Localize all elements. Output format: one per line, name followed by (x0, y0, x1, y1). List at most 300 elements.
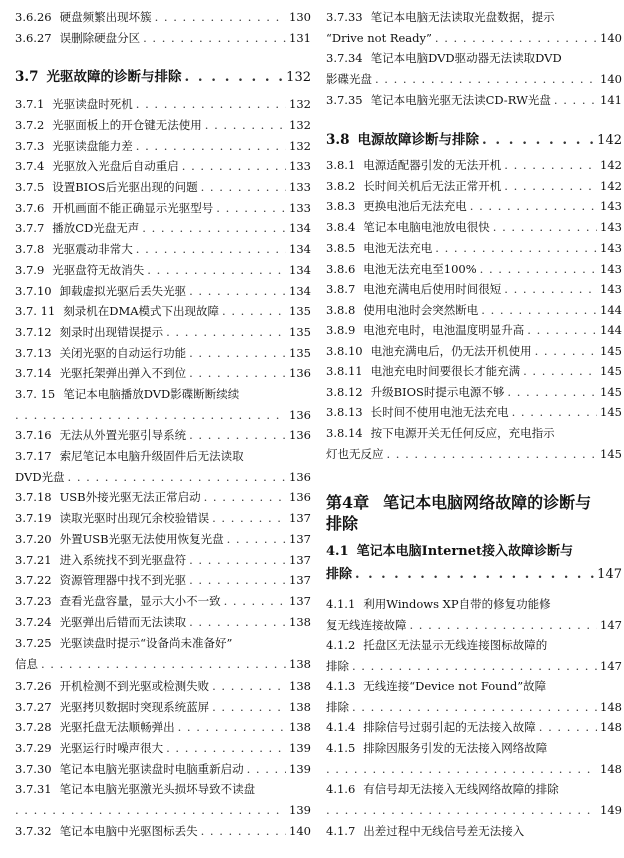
entry-page: 138 (289, 657, 311, 671)
entry-number: 3.7.31 (15, 782, 52, 796)
chapter-number: 第4章 (326, 493, 370, 512)
entry-title: 光驱读盘能力差 (52, 139, 133, 153)
entry-title: 光驱拷贝数据时突现系统蓝屏 (59, 700, 210, 714)
dot-leader (212, 700, 286, 714)
toc-entry[interactable] (15, 221, 311, 235)
entry-page: 135 (289, 304, 311, 318)
entry-number: 3.7.3 (15, 139, 45, 153)
toc-entry[interactable] (15, 284, 311, 298)
toc-entry[interactable] (326, 344, 622, 358)
dot-leader (189, 615, 286, 629)
entry-title: 托盘区无法显示无线连接图标故障的 (363, 638, 548, 652)
entry-title: 电源故障诊断与排除 (357, 132, 479, 148)
entry-number: 3.7.35 (326, 93, 363, 107)
dot-leader (166, 325, 286, 339)
entry-title: 光驱托盘无法顺畅弹出 (59, 720, 175, 734)
entry-page: 136 (289, 366, 311, 380)
entry-page: 131 (289, 31, 311, 45)
entry-title-continued: 信息 (15, 657, 38, 671)
entry-number: 3.7.2 (15, 118, 45, 132)
entry-title-continued: DVD光盘 (15, 470, 65, 484)
entry-title: 更换电池后无法充电 (363, 199, 467, 213)
toc-entry[interactable] (326, 51, 622, 86)
toc-entry[interactable] (326, 10, 622, 45)
toc-entry[interactable] (15, 366, 311, 380)
entry-page: 135 (289, 346, 311, 360)
entry-page: 142 (597, 133, 622, 148)
dot-leader (212, 679, 286, 693)
dot-leader (352, 700, 597, 714)
entry-page: 134 (289, 221, 311, 235)
entry-title: 开机画面不能正确显示光驱型号 (52, 201, 214, 215)
toc-entry[interactable] (15, 118, 311, 132)
entry-page: 137 (289, 553, 311, 567)
toc-entry[interactable] (326, 679, 622, 714)
entry-title: 笔记本电脑光驱激光头损坏导致不读盘 (59, 782, 256, 796)
dot-leader (224, 594, 286, 608)
entry-page: 145 (600, 405, 622, 419)
dot-leader (326, 762, 597, 776)
entry-number: 3.7. 11 (15, 304, 56, 318)
entry-number: 4.1.1 (326, 597, 356, 611)
entry-number: 4.1.6 (326, 782, 356, 796)
toc-entry[interactable] (15, 201, 311, 215)
toc-entry[interactable] (326, 782, 622, 817)
dot-leader (189, 284, 286, 298)
dot-leader (212, 511, 286, 525)
entry-title: 出差过程中无线信号差无法接入 (363, 824, 525, 838)
entry-page: 140 (600, 31, 622, 45)
entry-title-continued: 灯也无反应 (326, 447, 384, 461)
toc-section-heading[interactable] (326, 133, 622, 148)
entry-page: 141 (600, 93, 622, 107)
entry-number: 4.1.4 (326, 720, 356, 734)
dot-leader (504, 158, 597, 172)
toc-entry[interactable] (326, 199, 622, 213)
dot-leader (41, 657, 286, 671)
toc-entry[interactable] (15, 159, 311, 173)
entry-number: 3.8.7 (326, 282, 356, 296)
dot-leader (15, 408, 286, 422)
dot-leader (539, 720, 597, 734)
entry-page: 145 (600, 385, 622, 399)
entry-title: 进入系统找不到光驱盘符 (59, 553, 187, 567)
entry-title: 笔记本电脑播放DVD影碟断断续续 (63, 387, 240, 401)
chapter-heading[interactable] (326, 492, 622, 534)
toc-entry[interactable] (15, 242, 311, 256)
entry-page: 147 (597, 567, 622, 582)
toc-entry[interactable] (15, 741, 311, 755)
dot-leader (185, 70, 284, 84)
entry-page: 138 (289, 679, 311, 693)
dot-leader (68, 470, 287, 484)
dot-leader (201, 180, 286, 194)
dot-leader (554, 93, 597, 107)
toc-entry[interactable] (15, 180, 311, 194)
dot-leader (535, 344, 597, 358)
entry-number: 3.7.16 (15, 428, 52, 442)
entry-number: 3.7.34 (326, 51, 363, 65)
dot-leader (493, 220, 597, 234)
dot-leader (142, 221, 286, 235)
entry-number: 3.7.5 (15, 180, 45, 194)
toc-entry[interactable] (15, 532, 311, 546)
dot-leader (247, 762, 286, 776)
entry-number: 3.7.25 (15, 636, 52, 650)
entry-title: 设置BIOS后光驱出现的问题 (52, 180, 198, 194)
entry-number: 3.8 (326, 132, 350, 148)
toc-entry[interactable] (15, 511, 311, 525)
entry-number: 3.7.17 (15, 449, 52, 463)
toc-entry[interactable] (15, 594, 311, 608)
entry-title: 读取光驱时出现冗余校验错误 (59, 511, 210, 525)
entry-title: 刻录机在DMA模式下出现故障 (63, 304, 220, 318)
entry-title: 误删除硬盘分区 (59, 31, 141, 45)
entry-title: 播放CD光盘无声 (52, 221, 140, 235)
dot-leader (189, 553, 286, 567)
toc-section-heading[interactable] (326, 545, 622, 582)
entry-page: 134 (289, 263, 311, 277)
toc-section-heading[interactable] (15, 70, 311, 85)
dot-leader (204, 490, 286, 504)
toc-entry[interactable] (326, 220, 622, 234)
dot-leader (201, 824, 286, 838)
entry-number: 3.8.13 (326, 405, 363, 419)
entry-number: 3.8.4 (326, 220, 356, 234)
entry-number: 3.7.9 (15, 263, 45, 277)
toc-entry[interactable] (15, 553, 311, 567)
entry-number: 3.7. 15 (15, 387, 56, 401)
entry-number: 3.7.30 (15, 762, 52, 776)
dot-leader (470, 199, 597, 213)
entry-number: 3.7.20 (15, 532, 52, 546)
dot-leader (227, 532, 286, 546)
dot-leader (222, 304, 286, 318)
entry-page: 137 (289, 594, 311, 608)
dot-leader (136, 242, 286, 256)
entry-title: 光驱故障的诊断与排除 (46, 69, 182, 85)
entry-title: 电池无法充电 (363, 241, 433, 255)
toc-entry[interactable] (15, 428, 311, 442)
entry-number: 3.7.1 (15, 97, 45, 111)
entry-number: 3.7.10 (15, 284, 52, 298)
entry-title: 笔记本电脑中光驱图标丢失 (59, 824, 198, 838)
entry-page: 139 (289, 762, 311, 776)
entry-title: 光驱读盘时提示“设备尚未准备好” (59, 636, 233, 650)
entry-page: 145 (600, 364, 622, 378)
entry-number: 4.1 (326, 544, 349, 559)
toc-entry[interactable] (15, 97, 311, 111)
dot-leader (178, 720, 286, 734)
entry-page: 132 (289, 139, 311, 153)
entry-page: 139 (289, 741, 311, 755)
entry-number: 3.8.12 (326, 385, 363, 399)
dot-leader (435, 241, 597, 255)
entry-title: 光驱运行时噪声很大 (59, 741, 164, 755)
entry-page: 148 (600, 762, 622, 776)
entry-page: 138 (289, 720, 311, 734)
entry-number: 4.1.5 (326, 741, 356, 755)
dot-leader (189, 366, 286, 380)
entry-number: 3.8.10 (326, 344, 363, 358)
entry-number: 3.7.24 (15, 615, 52, 629)
dot-leader (504, 282, 597, 296)
dot-leader (504, 179, 597, 193)
entry-title-continued: 复无线连接故障 (326, 618, 407, 632)
entry-title: 升级BIOS时提示电源不够 (370, 385, 505, 399)
entry-number: 3.8.11 (326, 364, 363, 378)
entry-number: 3.7.23 (15, 594, 52, 608)
entry-number: 3.7.18 (15, 490, 52, 504)
toc-entry[interactable] (15, 387, 311, 422)
entry-title: 按下电源开关无任何反应，充电指示 (370, 426, 555, 440)
entry-page: 137 (289, 573, 311, 587)
entry-number: 3.8.6 (326, 262, 356, 276)
toc-entry[interactable] (15, 720, 311, 734)
toc-entry[interactable] (326, 597, 622, 632)
entry-title: 笔记本电脑光驱无法读CD-RW光盘 (370, 93, 551, 107)
dot-leader (189, 346, 286, 360)
entry-page: 137 (289, 532, 311, 546)
dot-leader (410, 618, 598, 632)
toc-entry[interactable] (15, 325, 311, 339)
entry-page: 143 (600, 282, 622, 296)
dot-leader (482, 133, 594, 147)
toc-entry[interactable] (326, 323, 622, 337)
toc-entry[interactable] (15, 346, 311, 360)
dot-leader (205, 118, 286, 132)
entry-page: 143 (600, 220, 622, 234)
toc-entry[interactable] (326, 241, 622, 255)
toc-entry[interactable] (15, 449, 311, 484)
entry-title: 电源适配器引发的无法开机 (363, 158, 502, 172)
entry-page: 145 (600, 344, 622, 358)
toc-entry[interactable] (326, 364, 622, 378)
entry-title: 刻录时出现错误提示 (59, 325, 164, 339)
toc-entry[interactable] (326, 179, 622, 193)
toc-entry[interactable] (15, 679, 311, 693)
entry-page: 144 (600, 303, 622, 317)
dot-leader (216, 201, 286, 215)
entry-number: 3.7 (15, 69, 39, 85)
entry-page: 142 (600, 158, 622, 172)
entry-title: 笔记本电脑电池放电很快 (363, 220, 490, 234)
entry-number: 3.7.19 (15, 511, 52, 525)
dot-leader (182, 159, 286, 173)
entry-title: 开机检测不到光驱或检测失败 (59, 679, 210, 693)
toc-entry[interactable] (326, 720, 622, 734)
toc-entry[interactable] (15, 615, 311, 629)
entry-title: 笔记本电脑光驱读盘时电脑重新启动 (59, 762, 244, 776)
toc-entry[interactable] (15, 573, 311, 587)
entry-title: 排除因服务引发的无法接入网络故障 (363, 741, 548, 755)
entry-title: 查看光盘容量，显示大小不一致 (59, 594, 221, 608)
entry-page: 136 (289, 428, 311, 442)
entry-number: 3.7.33 (326, 10, 363, 24)
entry-number: 3.7.7 (15, 221, 45, 235)
entry-title: 硬盘频繁出现坏簇 (59, 10, 152, 24)
toc-entry[interactable] (15, 490, 311, 504)
dot-leader (326, 803, 597, 817)
dot-leader (189, 428, 286, 442)
entry-title: 光驱震动非常大 (52, 242, 133, 256)
entry-title: 笔记本电脑无法读取光盘数据，提示 (370, 10, 555, 24)
entry-page: 132 (289, 97, 311, 111)
entry-title: 使用电池时会突然断电 (363, 303, 479, 317)
entry-number: 3.7.12 (15, 325, 52, 339)
dot-leader (387, 447, 598, 461)
entry-title-continued: 排除 (326, 567, 353, 582)
toc-entry[interactable] (15, 304, 311, 318)
toc-entry[interactable] (15, 824, 311, 838)
toc-entry[interactable] (15, 762, 311, 776)
toc-entry[interactable] (326, 385, 622, 399)
entry-title: 光驱托架弹出弹入不到位 (59, 366, 187, 380)
entry-page: 140 (289, 824, 311, 838)
entry-number: 3.7.29 (15, 741, 52, 755)
entry-page: 133 (289, 159, 311, 173)
entry-number: 3.7.27 (15, 700, 52, 714)
chapter-title-continued: 排除 (326, 514, 359, 533)
entry-page: 132 (289, 118, 311, 132)
toc-entry[interactable] (326, 405, 622, 419)
dot-leader (523, 364, 597, 378)
dot-leader (166, 741, 286, 755)
entry-title: 外置USB光驱无法使用恢复光盘 (59, 532, 224, 546)
entry-number: 3.7.8 (15, 242, 45, 256)
entry-title: 电池充满电后使用时间很短 (363, 282, 502, 296)
entry-title: 光驱面板上的开仓键无法使用 (52, 118, 202, 132)
entry-title: 排除信号过弱引起的无法接入故障 (363, 720, 536, 734)
entry-title: 利用Windows XP自带的修复功能修 (363, 597, 551, 611)
dot-leader (136, 139, 286, 153)
entry-page: 147 (600, 618, 622, 632)
toc-entry[interactable] (15, 139, 311, 153)
toc-entry[interactable] (326, 824, 622, 838)
toc-entry[interactable] (326, 282, 622, 296)
entry-page: 134 (289, 242, 311, 256)
dot-leader (136, 97, 286, 111)
entry-page: 143 (600, 199, 622, 213)
entry-page: 136 (289, 408, 311, 422)
entry-page: 133 (289, 180, 311, 194)
entry-page: 132 (286, 70, 311, 85)
entry-title: USB外接光驱无法正常启动 (59, 490, 201, 504)
entry-page: 144 (600, 323, 622, 337)
toc-entry[interactable] (326, 426, 622, 461)
entry-number: 3.8.14 (326, 426, 363, 440)
entry-number: 3.8.8 (326, 303, 356, 317)
dot-leader (435, 31, 597, 45)
dot-leader (155, 10, 286, 24)
toc-entry[interactable] (326, 262, 622, 276)
entry-page: 143 (600, 262, 622, 276)
chapter-title: 笔记本电脑网络故障的诊断与 (383, 493, 592, 512)
entry-page: 143 (600, 241, 622, 255)
entry-number: 3.6.26 (15, 10, 52, 24)
entry-title: 卸载虚拟光驱后丢失光驱 (59, 284, 187, 298)
dot-leader (375, 72, 597, 86)
entry-page: 138 (289, 700, 311, 714)
entry-number: 3.7.13 (15, 346, 52, 360)
toc-entry[interactable] (326, 638, 622, 673)
entry-title: 长时间不使用电池无法充电 (370, 405, 509, 419)
entry-title-continued: 排除 (326, 659, 349, 673)
entry-title: 光驱读盘时死机 (52, 97, 133, 111)
entry-page: 145 (600, 447, 622, 461)
dot-leader (507, 385, 597, 399)
entry-title: 资源管理器中找不到光驱 (59, 573, 187, 587)
entry-number: 4.1.7 (326, 824, 356, 838)
entry-title: 笔记本电脑DVD驱动器无法读取DVD (370, 51, 562, 65)
entry-number: 3.7.22 (15, 573, 52, 587)
entry-title: 光驱放入光盘后自动重启 (52, 159, 179, 173)
dot-leader (527, 323, 597, 337)
entry-title: 电池充电时间要很长才能充满 (370, 364, 521, 378)
entry-page: 149 (600, 803, 622, 817)
entry-title: 无线连接“Device not Found”故障 (363, 679, 547, 693)
entry-page: 142 (600, 179, 622, 193)
dot-leader (480, 262, 597, 276)
dot-leader (143, 31, 286, 45)
entry-title: 电池充满电后，仍无法开机使用 (370, 344, 532, 358)
dot-leader (15, 803, 286, 817)
entry-title: 长时间关机后无法正常开机 (363, 179, 502, 193)
entry-title-continued: “Drive not Ready” (326, 31, 432, 45)
entry-title: 无法从外置光驱引导系统 (59, 428, 187, 442)
entry-title: 电池充电时，电池温度明显升高 (363, 323, 525, 337)
entry-page: 140 (600, 72, 622, 86)
entry-title-continued: 影碟光盘 (326, 72, 372, 86)
entry-title: 索尼笔记本电脑升级固件后无法读取 (59, 449, 244, 463)
entry-page: 135 (289, 325, 311, 339)
entry-number: 3.7.26 (15, 679, 52, 693)
toc-entry[interactable] (15, 263, 311, 277)
entry-page: 138 (289, 615, 311, 629)
dot-leader (355, 568, 594, 582)
toc-entry[interactable] (15, 636, 311, 671)
dot-leader (189, 573, 286, 587)
entry-page: 147 (600, 659, 622, 673)
entry-page: 148 (600, 700, 622, 714)
entry-title: 电池无法充电至100% (363, 262, 477, 276)
entry-number: 4.1.3 (326, 679, 356, 693)
entry-page: 148 (600, 720, 622, 734)
entry-page: 136 (289, 490, 311, 504)
toc-entry[interactable] (326, 303, 622, 317)
toc-entry[interactable] (15, 10, 311, 24)
dot-leader (481, 303, 597, 317)
toc-entry[interactable] (326, 158, 622, 172)
dot-leader (512, 405, 597, 419)
toc-entry[interactable] (15, 700, 311, 714)
toc-entry[interactable] (326, 741, 622, 776)
toc-entry[interactable] (15, 782, 311, 817)
entry-number: 4.1.2 (326, 638, 356, 652)
entry-page: 130 (289, 10, 311, 24)
entry-number: 3.7.32 (15, 824, 52, 838)
entry-number: 3.8.5 (326, 241, 356, 255)
entry-number: 3.7.21 (15, 553, 52, 567)
entry-title: 光驱盘符无故消失 (52, 263, 145, 277)
dot-leader (147, 263, 286, 277)
entry-title: 笔记本电脑Internet接入故障诊断与 (356, 544, 574, 559)
entry-page: 137 (289, 511, 311, 525)
entry-title: 光驱弹出后错而无法读取 (59, 615, 187, 629)
entry-number: 3.8.9 (326, 323, 356, 337)
toc-entry[interactable] (15, 31, 311, 45)
toc-entry[interactable] (326, 93, 622, 107)
